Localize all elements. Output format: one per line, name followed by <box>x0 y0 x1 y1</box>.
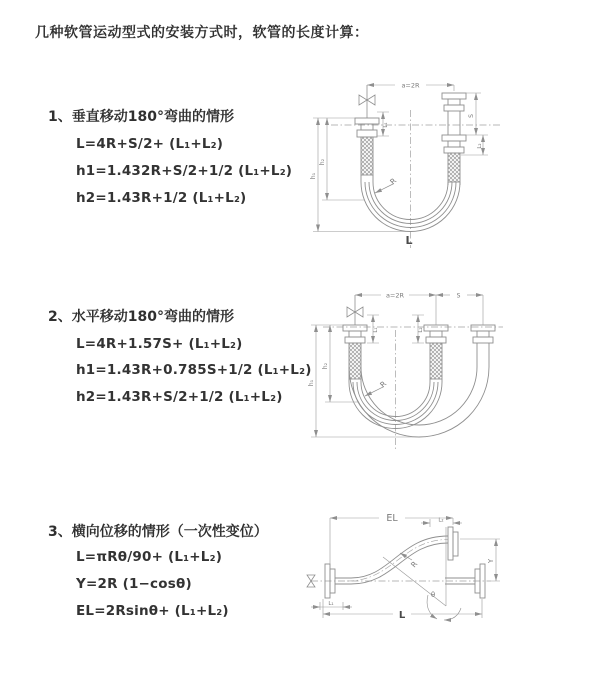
radius-leader <box>375 184 393 193</box>
section-1-heading: 1、垂直移动180°弯曲的情形 <box>48 109 234 125</box>
right-leg-fitting <box>471 325 495 367</box>
dim-a2r-label: a=2R <box>401 81 420 90</box>
length-label: L <box>405 234 413 247</box>
hose-s-curve <box>347 536 448 584</box>
dim-h2-label: h₂ <box>322 362 329 370</box>
radius-leader <box>365 387 383 396</box>
valve-icon <box>347 295 363 325</box>
dim-l2-label: L₂ <box>418 327 424 333</box>
dim-s-l2 <box>461 93 488 155</box>
dim-h1-label: h₁ <box>310 172 317 180</box>
radius-label: R <box>378 379 389 390</box>
hose-arcs <box>349 367 489 437</box>
diagram-vertical-180-bend <box>303 70 533 260</box>
section-3-formula-L: L=πRθ/90+ (L₁+L₂) <box>76 549 223 565</box>
dim-a2r-label: a=2R <box>385 291 405 300</box>
dim-l1-label: L₁ <box>373 327 379 333</box>
upper-right-flange <box>448 527 458 560</box>
diagram-horizontal-180-bend <box>303 282 548 457</box>
section-1-formula-h2: h2=1.43R+1/2 (L₁+L₂) <box>76 190 247 206</box>
section-3-formula-EL: EL=2Rsinθ+ (L₁+L₂) <box>76 603 229 619</box>
dim-h1-label: h₁ <box>308 379 315 387</box>
dim-l2-label: L₂ <box>438 517 444 524</box>
radius-label: R <box>408 559 420 570</box>
dim-el-label: EL <box>386 513 398 524</box>
dim-s-label: S <box>456 292 461 300</box>
section-2-formula-h1: h1=1.43R+0.785S+1/2 (L₁+L₂) <box>76 362 312 378</box>
section-2-formula-h2: h2=1.43R+S/2+1/2 (L₁+L₂) <box>76 389 283 405</box>
dim-s-label: S <box>468 114 475 118</box>
dim-h2-label: h₂ <box>319 158 326 166</box>
left-leg-fitting <box>343 325 367 382</box>
dim-a2r-s <box>355 292 483 325</box>
page-title: 几种软管运动型式的安装方式时，软管的长度计算： <box>35 25 369 41</box>
middle-leg-fitting <box>424 325 448 382</box>
angle-theta-label: θ <box>430 591 436 599</box>
dim-l-label: L <box>398 610 406 621</box>
section-3-heading: 3、横向位移的情形（一次性变位） <box>48 524 268 540</box>
diagram-lateral-displacement <box>303 496 568 651</box>
section-3-formula-Y: Y=2R (1−cosθ) <box>76 576 192 592</box>
dim-y-label: Y <box>487 558 495 564</box>
section-2-formula-L: L=4R+1.57S+ (L₁+L₂) <box>76 336 243 352</box>
dim-l1-label: L₁ <box>383 122 389 128</box>
dim-l1-label: L₁ <box>328 601 334 607</box>
section-2-heading: 2、水平移动180°弯曲的情形 <box>48 309 234 325</box>
radius-label: R <box>388 176 399 187</box>
section-1-formula-L: L=4R+S/2+ (L₁+L₂) <box>76 136 224 152</box>
dim-l2-label: L₂ <box>477 143 483 149</box>
valve-icon <box>359 85 375 118</box>
right-leg-fitting <box>442 93 466 182</box>
section-1-formula-h1: h1=1.432R+S/2+1/2 (L₁+L₂) <box>76 163 293 179</box>
left-leg-fitting <box>355 118 379 175</box>
